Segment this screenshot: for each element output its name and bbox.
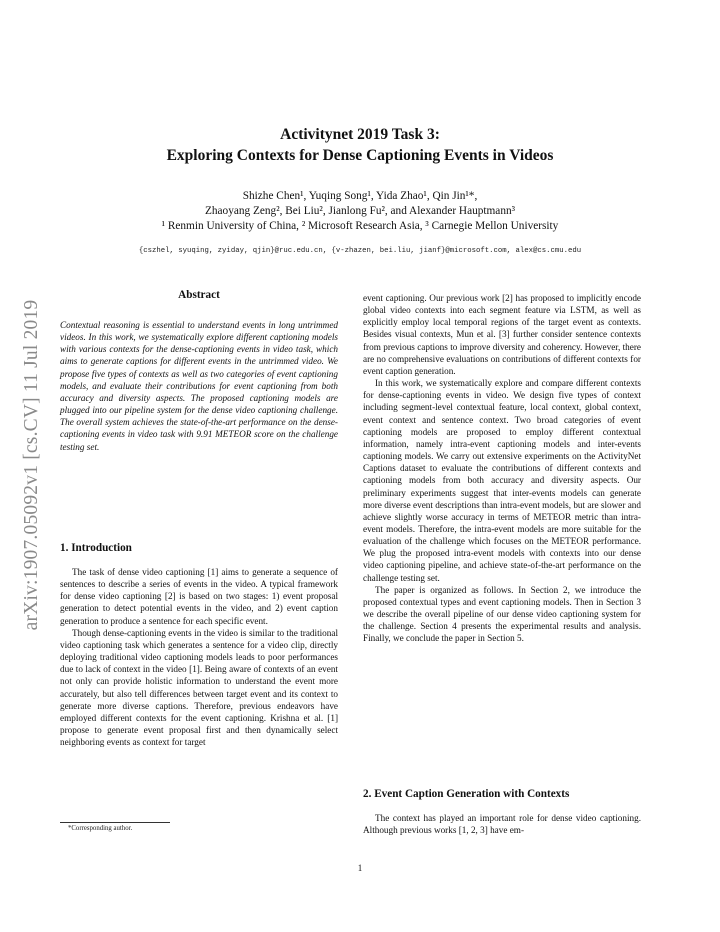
authors-line-1: Shizhe Chen¹, Yuqing Song¹, Yida Zhao¹, Qin Jin¹*, <box>242 190 478 202</box>
intro-paragraph-5: The paper is organized as follows. In Section 2, we introduce the proposed contextual types and event captioning models. Then in Section 3 we describe the overall pipeline of our dense video captioning system for the challenge. Section 4 presents the experimental results and analysis. Finally, we conclude the paper in Section 5. <box>363 584 641 644</box>
paper-title <box>0 124 720 166</box>
footnote: *Corresponding author. <box>68 825 133 832</box>
section-2-heading: 2. Event Caption Generation with Contexts <box>363 788 570 800</box>
title-line-1: Activitynet 2019 Task 3: <box>280 126 440 143</box>
arxiv-identifier: arXiv:1907.05092v1 [cs.CV] 11 Jul 2019 <box>21 299 42 631</box>
section-2-body <box>363 812 641 836</box>
abstract-heading: Abstract <box>178 289 220 301</box>
section-1-heading: 1. Introduction <box>60 542 132 554</box>
right-column-body <box>363 292 641 645</box>
authors-line-2: Zhaoyang Zeng², Bei Liu², Jianlong Fu², and Alexander Hauptmann³ <box>204 205 516 217</box>
intro-paragraph-4: In this work, we systematically explore and compare different contexts for dense-captioning events in video. We design five types of context including segment-level contextual feature, local context, global context, event context and sentence context. Two broad categories of event captioning models are proposed to employ different contextual information, namely intra-event captioning models and inter-events captioning models. We carry out extensive experiments on the ActivityNet Captions dataset to evaluate the contributions of different contexts and captioning models from both accuracy and diversity aspects. Our preliminary experiments suggest that inter-events models can generate more diverse event descriptions than intra-event models, but are slower and achieve slightly worse accuracy in terms of METEOR metric than intra-event models. Therefore, the intra-event models are more suitable for the evaluation of the challenge which focuses on the METEOR performance. We plug the proposed intra-event models with contexts into our dense video captioning pipeline, and achieve state-of-the-art performance on the challenge testing set. <box>363 378 641 583</box>
intro-paragraph-1: The task of dense video captioning [1] aims to generate a sequence of sentences to describe a series of events in the video. A typical framework for dense video captioning [2] is based on two stages: 1) event proposal generation to detect potential events in the video, and 2) event caption generation to produce a sentence for each specific event. <box>60 567 338 626</box>
left-column-body <box>60 566 338 748</box>
section-2-paragraph-1: The context has played an important role for dense video captioning. Although previous works [1, 2, 3] have em- <box>363 813 641 836</box>
abstract-text: Contextual reasoning is essential to understand events in long untrimmed videos. In this work, we systematically explore different captioning models with various contexts for the dense-captioning events in video task, which aims to generate captions for different events in the untrimmed video. We propose five types of contexts as well as two categories of event captioning models, and evaluate their contributions for event captioning from both accuracy and diversity aspects. The proposed captioning models are plugged into our pipeline system for the dense video captioning challenge. The overall system achieves the state-of-the-art performance on the dense-captioning events in video task with 9.91 METEOR score on the challenge testing set. <box>60 320 338 452</box>
intro-paragraph-2: Though dense-captioning events in the video is similar to the traditional video captioning task which generates a sentence for a video clip, directly deploying traditional video captioning models leads to poor performances due to lack of context in the video [1]. Being aware of contexts of an event not only can provide holistic information to understand the event more accurately, but also tell differences between target event and its context to generate more diverse captions. Therefore, previous endeavors have employed different contexts for the event captioning. Krishna et al. [1] propose to generate event proposal first and then dynamically select neighboring events as context for target <box>60 627 338 748</box>
author-block <box>0 189 720 234</box>
author-emails: {cszhel, syuqing, zyiday, qjin}@ruc.edu.cn, {v-zhazen, bei.liu, jianf}@microsoft.com, alex@cs.cmu.edu <box>138 247 582 255</box>
intro-paragraph-3: event captioning. Our previous work [2] has proposed to implicitly encode global video contexts into each segment feature via LSTM, as well as explicitly employ local temporal regions of the target event as contexts. Besides visual contexts, Mun et al. [3] further consider sentence contexts from previous captions to improve diversity and coherency. However, there are no comprehensive evaluations on contributions of different contexts for event caption generation. <box>363 293 641 376</box>
title-line-2: Exploring Contexts for Dense Captioning Events in Videos <box>166 147 554 164</box>
footnote-rule <box>60 822 170 823</box>
page-number: 1 <box>357 863 363 873</box>
affiliations: ¹ Renmin University of China, ² Microsoft Research Asia, ³ Carnegie Mellon University <box>161 220 559 232</box>
